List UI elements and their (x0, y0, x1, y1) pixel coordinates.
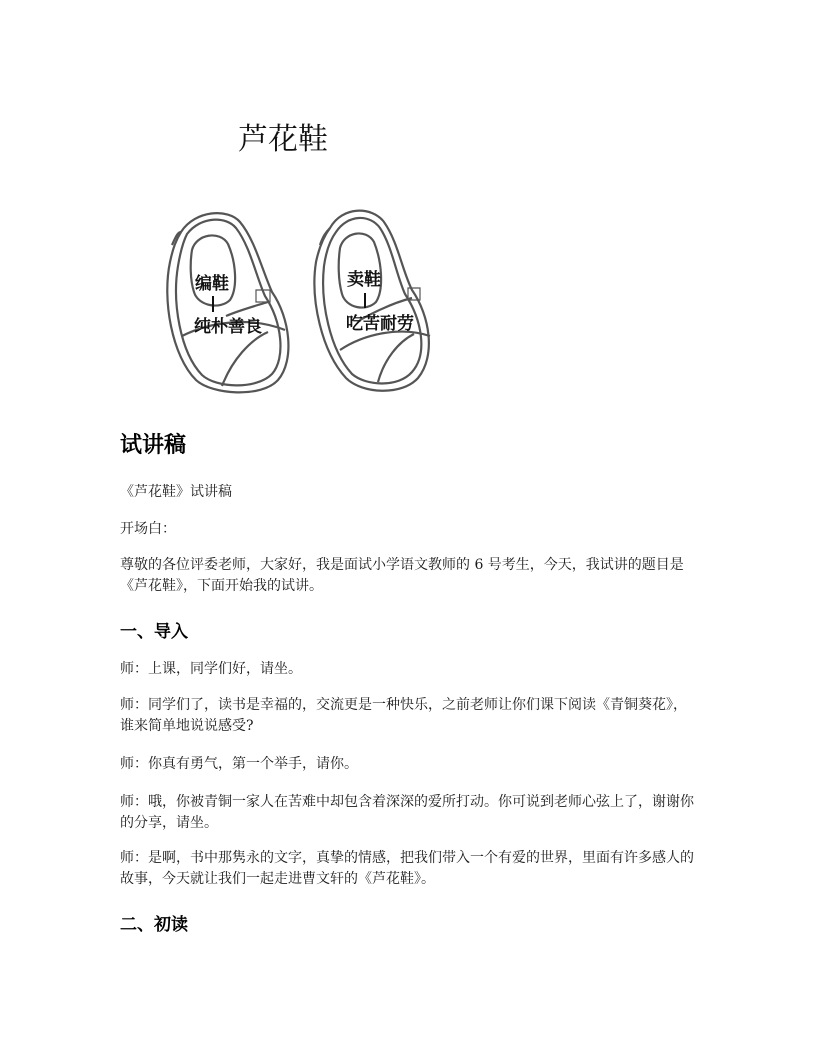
document-subtitle: 《芦花鞋》试讲稿 (120, 484, 232, 500)
opening-paragraph: 尊敬的各位评委老师，大家好，我是面试小学语文教师的 6 号考生，今天，我试讲的题目是《芦花鞋》，下面开始我的试讲。 (120, 557, 684, 594)
opening-label: 开场白： (120, 521, 176, 537)
illustration-title: 芦花鞋 (238, 122, 328, 157)
section2-title: 二、初读 (120, 915, 188, 935)
section1-paragraph-1: 师：上课，同学们好，请坐。 (120, 661, 302, 677)
right-shoe-top-label: 卖鞋 (347, 270, 381, 290)
document-heading: 试讲稿 (120, 433, 187, 458)
section1-title: 一、导入 (120, 622, 188, 642)
section1-paragraph-5: 师：是啊，书中那隽永的文字，真挚的情感，把我们带入一个有爱的世界，里面有许多感人的故事，今天就让我们一起走进曹文轩的《芦花鞋》。 (120, 850, 694, 887)
section1-paragraph-4: 师：哦，你被青铜一家人在苦难中却包含着深深的爱所打动。你可说到老师心弦上了，谢谢你的分享，请坐。 (120, 794, 694, 831)
shoe-illustration (0, 0, 816, 410)
left-shoe-drawing (167, 213, 288, 392)
right-shoe-bottom-label: 吃苦耐劳 (346, 314, 414, 334)
right-shoe-drawing (314, 211, 430, 391)
section1-paragraph-2: 师：同学们了，读书是幸福的，交流更是一种快乐，之前老师让你们课下阅读《青铜葵花》，谁来简单地说说感受? (120, 697, 687, 734)
left-shoe-top-label: 编鞋 (195, 274, 229, 294)
left-shoe-bottom-label: 纯朴善良 (194, 317, 262, 337)
section1-paragraph-3: 师：你真有勇气，第一个举手，请你。 (120, 756, 358, 772)
